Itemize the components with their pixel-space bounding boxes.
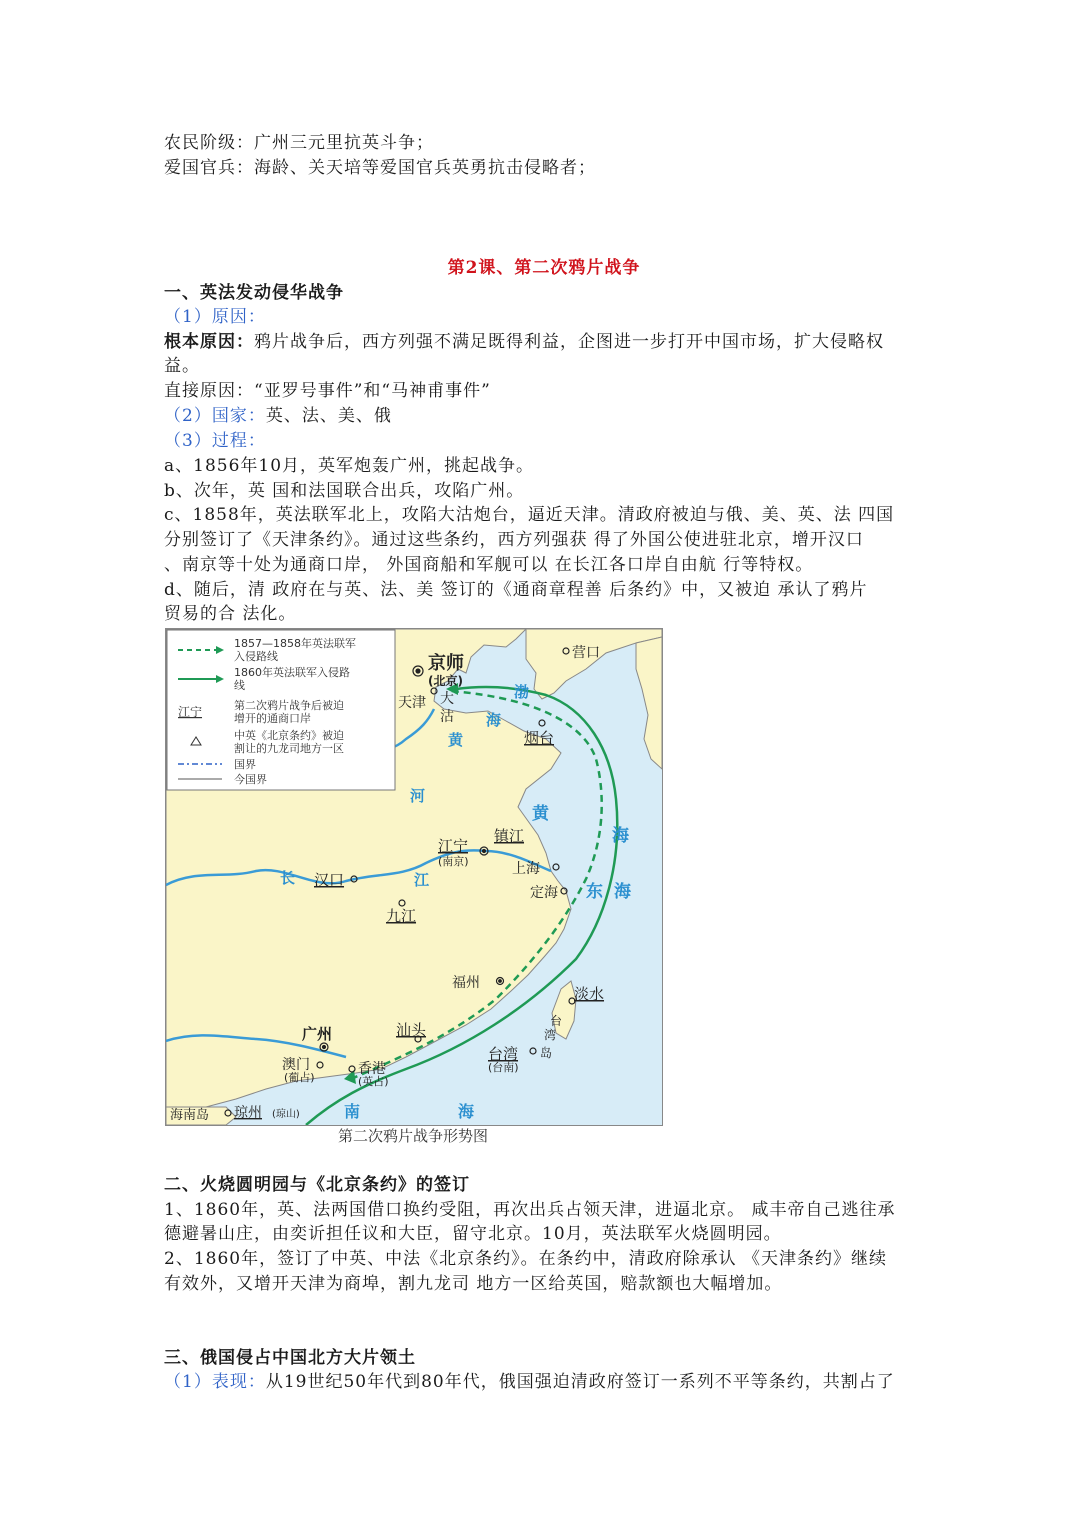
label-taiwan-port: 台湾 xyxy=(488,1045,519,1063)
label-yingkou: 营口 xyxy=(572,645,600,661)
legend-port-sample: 江宁 xyxy=(178,705,203,719)
section2-p2-line2: 有效外，又增开天津为商埠，割九龙司 地方一区给英国，赔款额也大幅增加。 xyxy=(164,1274,783,1294)
section3-text: 从19世纪50年代到80年代，俄国强迫清政府签订一系列不平等条约，共割占了 xyxy=(265,1372,895,1392)
label-fuzhou: 福州 xyxy=(452,975,480,991)
root-cause-label: 根本原因： xyxy=(164,332,254,352)
label-huanghe-2: 河 xyxy=(410,787,426,805)
war-situation-map xyxy=(165,628,663,1126)
label-jiangning: 江宁 xyxy=(438,837,469,855)
map-legend xyxy=(167,630,395,790)
process-d-2: 贸易的合 法化。 xyxy=(164,604,297,624)
label-aomen-note: (葡占) xyxy=(284,1071,315,1084)
label-nanjing: (南京) xyxy=(438,855,469,868)
label-bo-2: 海 xyxy=(486,711,502,729)
legend-route-1860-b: 线 xyxy=(234,679,245,692)
legend-border: 国界 xyxy=(234,758,256,771)
label-changjiang-2: 江 xyxy=(414,871,430,889)
label-huanghai-2: 海 xyxy=(612,826,629,846)
process-c-2: 分别签订了《天津条约》。通过这些条约，西方列强获 得了外国公使进驻北京，增开汉口 xyxy=(164,530,864,550)
label-xianggang: 香港 xyxy=(358,1061,386,1077)
label-huanghe-1: 黄 xyxy=(448,731,464,749)
legend-route-1857: 1857—1858年英法联军 xyxy=(234,637,356,650)
label-changjiang-1: 长 xyxy=(280,869,296,887)
label-shantou: 汕头 xyxy=(396,1021,427,1039)
label-tianjin: 天津 xyxy=(398,695,426,711)
section2-p1-line2: 德避暑山庄，由奕䜣担任议和大臣，留守北京。10月，英法联军火烧圆明园。 xyxy=(164,1224,782,1244)
root-cause-text-cont: 益。 xyxy=(164,356,200,376)
process-a: a、1856年10月，英军炮轰广州，挑起战争。 xyxy=(164,456,535,476)
label-taiwan-3: 岛 xyxy=(540,1046,553,1060)
legend-kowloon-desc-b: 割让的九龙司地方一区 xyxy=(234,742,344,755)
section2-p1-line1: 1、1860年，英、法两国借口换约受阻，再次出兵占领天津，进逼北京。 咸丰帝自己逃往承 xyxy=(164,1200,896,1220)
label-donghai-1: 东 xyxy=(586,882,603,902)
intro-officer-line: 爱国官兵：海龄、关天培等爱国官兵英勇抗击侵略者； xyxy=(164,158,596,178)
label-qiongzhou: 琼州 xyxy=(234,1105,262,1121)
legend-port-desc-b: 增开的通商口岸 xyxy=(234,712,311,725)
process-b: b、次年，英 国和法国联合出兵，攻陷广州。 xyxy=(164,481,525,501)
process-d-1: d、随后，清 政府在与英、法、美 签订的《通商章程善 后条约》中，又被迫 承认了鸦片 xyxy=(164,580,868,600)
label-xianggang-note: (英占) xyxy=(358,1075,389,1088)
countries-line xyxy=(164,404,924,428)
legend-kowloon-desc: 中英《北京条约》被迫 xyxy=(234,729,344,742)
section1-heading: 一、英法发动侵华战争 xyxy=(164,283,344,303)
direct-cause-line: 直接原因：“亚罗号事件”和“马神甫事件” xyxy=(164,381,491,401)
label-donghai-2: 海 xyxy=(614,882,631,902)
section2-heading: 二、火烧圆明园与《北京条约》的签订 xyxy=(164,1175,470,1195)
label-dinghai: 定海 xyxy=(530,885,558,901)
label-hainan: 海南岛 xyxy=(170,1108,210,1123)
label-hankou: 汉口 xyxy=(314,871,345,889)
countries-text: 英、法、美、俄 xyxy=(265,406,392,426)
label-huanghai-1: 黄 xyxy=(532,804,549,824)
label-guangzhou: 广州 xyxy=(302,1025,333,1043)
label-danshui: 淡水 xyxy=(574,985,605,1003)
label-nanhai-2: 海 xyxy=(458,1102,475,1121)
label-yantai: 烟台 xyxy=(524,729,555,747)
label-tainan: (台南) xyxy=(488,1061,519,1074)
label-jiujiang: 九江 xyxy=(386,907,417,925)
label-shanghai: 上海 xyxy=(512,861,540,877)
label-nanhai-1: 南 xyxy=(344,1102,361,1121)
section3-line1 xyxy=(164,1370,924,1394)
label-zhenjiang: 镇江 xyxy=(494,827,525,845)
label-qiongshan: (琼山) xyxy=(272,1109,300,1120)
intro-peasant-line: 农民阶级：广州三元里抗英斗争； xyxy=(164,133,434,153)
label-dagu-2: 沽 xyxy=(440,709,454,725)
label-aomen: 澳门 xyxy=(282,1057,310,1073)
section3-heading: 三、俄国侵占中国北方大片领土 xyxy=(164,1348,416,1368)
countries-label: （2）国家： xyxy=(164,406,266,426)
lesson-title: 第2课、第二次鸦片战争 xyxy=(447,258,641,278)
label-dagu-1: 大 xyxy=(440,691,454,707)
legend-today-border: 今国界 xyxy=(234,773,267,786)
label-taiwan-2: 湾 xyxy=(544,1028,557,1042)
legend-route-1857-b: 入侵路线 xyxy=(234,650,278,663)
map-caption: 第二次鸦片战争形势图 xyxy=(337,1127,488,1145)
section2-p2-line1: 2、1860年，签订了中英、中法《北京条约》。在条约中，清政府除承认 《天津条约》继续 xyxy=(164,1249,887,1269)
label-bo-1: 渤 xyxy=(514,683,530,701)
process-c-1: c、1858年，英法联军北上，攻陷大沽炮台，逼近天津。清政府被迫与俄、美、英、法 四国 xyxy=(164,505,895,525)
label-beijing: (北京) xyxy=(428,674,463,688)
legend-route-1860: 1860年英法联军入侵路 xyxy=(234,666,350,679)
label-taiwan-1: 台 xyxy=(550,1014,563,1028)
label-jingshi: 京师 xyxy=(428,653,464,674)
process-label: （3）过程： xyxy=(164,431,266,451)
legend-port-desc: 第二次鸦片战争后被迫 xyxy=(234,699,344,712)
root-cause-text: 鸦片战争后，西方列强不满足既得利益，企图进一步打开中国市场，扩大侵略权 xyxy=(254,332,884,352)
process-c-3: 、南京等十处为通商口岸， 外国商船和军舰可以 在长江各口岸自由航 行等特权。 xyxy=(164,555,814,575)
root-cause-line xyxy=(164,330,924,354)
cause-label: （1）原因： xyxy=(164,307,266,327)
section3-label: （1）表现： xyxy=(164,1372,266,1392)
